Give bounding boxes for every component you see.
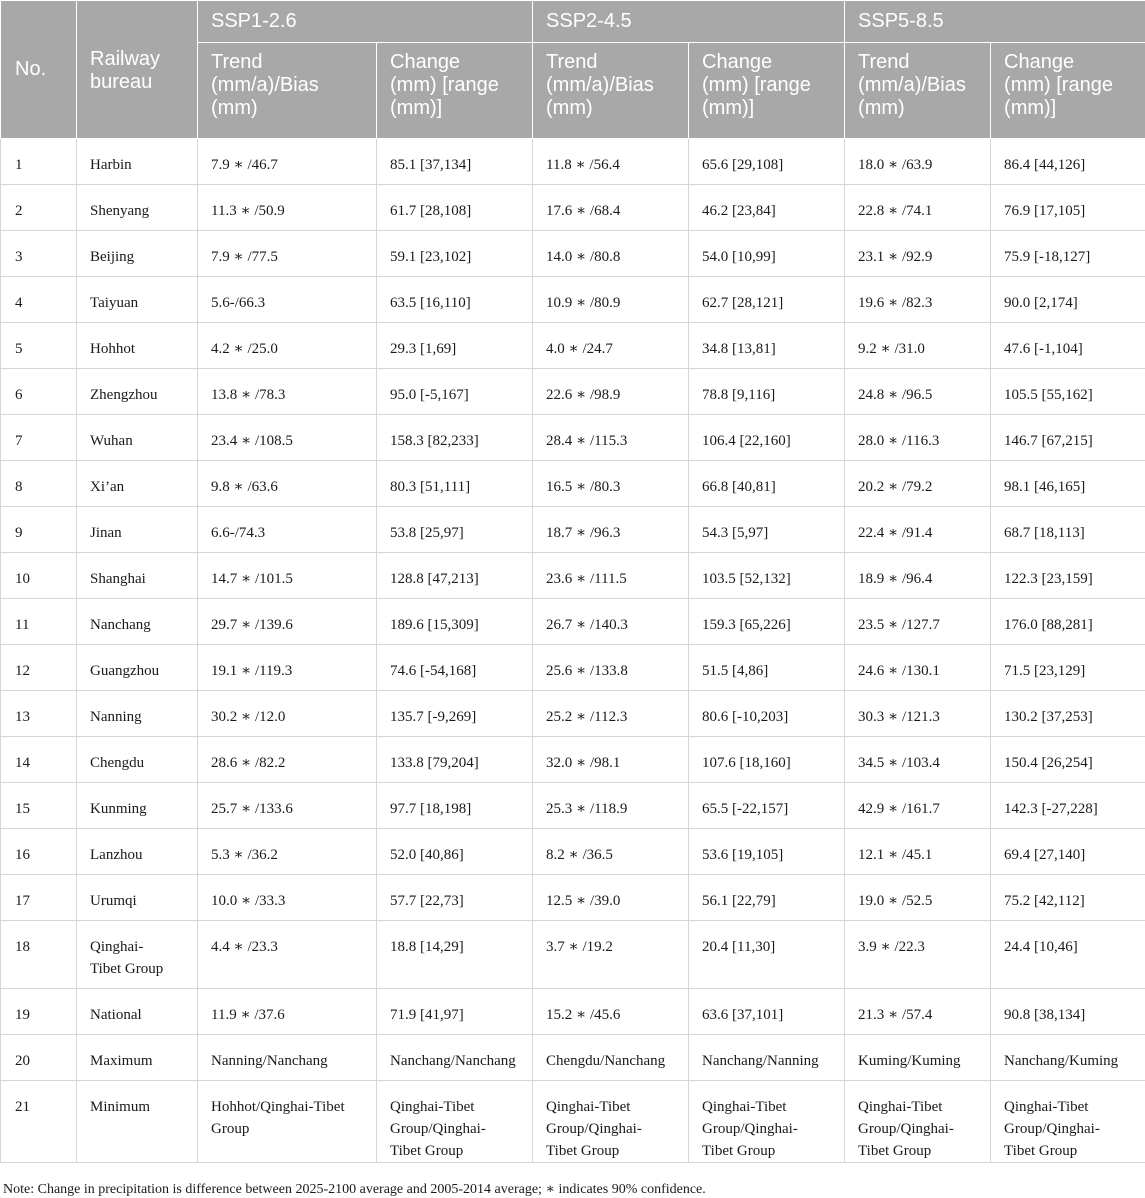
- header-bureau-line2: bureau: [90, 71, 152, 93]
- bureau-cell: Maximum: [77, 1035, 198, 1081]
- change-ssp585-cell: 98.1 [46,165]: [991, 461, 1145, 507]
- change-ssp126-cell: 135.7 [-9,269]: [377, 691, 533, 737]
- bureau-cell: Shenyang: [77, 185, 198, 231]
- bureau-cell: Kunming: [77, 783, 198, 829]
- trend-ssp245-cell: 12.5 ∗ /39.0: [533, 875, 689, 921]
- trend-ssp126-cell: Hohhot/Qinghai-Tibet Group: [198, 1081, 377, 1163]
- table-row: [1, 989, 1145, 1035]
- trend-ssp126-cell: 11.9 ∗ /37.6: [198, 989, 377, 1035]
- bureau-cell: Beijing: [77, 231, 198, 277]
- trend-ssp585-cell: 22.8 ∗ /74.1: [845, 185, 991, 231]
- trend-ssp585-cell: 23.5 ∗ /127.7: [845, 599, 991, 645]
- bureau-cell: Shanghai: [77, 553, 198, 599]
- no-cell: 9: [1, 507, 77, 553]
- header-trend-line3: (mm): [211, 97, 258, 119]
- trend-ssp245-cell: 10.9 ∗ /80.9: [533, 277, 689, 323]
- trend-ssp585-cell: 24.8 ∗ /96.5: [845, 369, 991, 415]
- header-change-line2: (mm) [range: [1004, 74, 1113, 96]
- change-ssp585-cell: 90.8 [38,134]: [991, 989, 1145, 1035]
- change-ssp245-cell: 78.8 [9,116]: [689, 369, 845, 415]
- trend-ssp245-cell: 4.0 ∗ /24.7: [533, 323, 689, 369]
- change-ssp245-cell: 65.5 [-22,157]: [689, 783, 845, 829]
- no-cell: 20: [1, 1035, 77, 1081]
- table-row: [1, 829, 1145, 875]
- trend-ssp126-cell: 10.0 ∗ /33.3: [198, 875, 377, 921]
- trend-ssp585-cell: 3.9 ∗ /22.3: [845, 921, 991, 989]
- change-ssp126-cell: 74.6 [-54,168]: [377, 645, 533, 691]
- change-ssp585-cell: 71.5 [23,129]: [991, 645, 1145, 691]
- header-trend-line2: (mm/a)/Bias: [211, 74, 319, 96]
- no-cell: 10: [1, 553, 77, 599]
- table-row: [1, 1035, 1145, 1081]
- trend-ssp245-cell: 17.6 ∗ /68.4: [533, 185, 689, 231]
- table-row: [1, 461, 1145, 507]
- bureau-cell: Lanzhou: [77, 829, 198, 875]
- no-cell: 11: [1, 599, 77, 645]
- trend-ssp585-cell: 22.4 ∗ /91.4: [845, 507, 991, 553]
- header-trend-ssp126: [198, 43, 377, 139]
- change-ssp585-cell: 130.2 [37,253]: [991, 691, 1145, 737]
- table-row: [1, 553, 1145, 599]
- trend-ssp585-cell: 23.1 ∗ /92.9: [845, 231, 991, 277]
- trend-ssp245-cell: 25.3 ∗ /118.9: [533, 783, 689, 829]
- bureau-cell: Minimum: [77, 1081, 198, 1163]
- trend-ssp585-cell: 18.0 ∗ /63.9: [845, 139, 991, 185]
- change-ssp245-cell: Qinghai-Tibet Group/Qinghai- Tibet Group: [689, 1081, 845, 1163]
- change-ssp126-cell: 53.8 [25,97]: [377, 507, 533, 553]
- header-scenario-ssp585: SSP5-8.5: [845, 1, 1145, 43]
- trend-ssp245-cell: 23.6 ∗ /111.5: [533, 553, 689, 599]
- change-ssp245-cell: 63.6 [37,101]: [689, 989, 845, 1035]
- change-ssp126-cell: 18.8 [14,29]: [377, 921, 533, 989]
- trend-ssp126-cell: 19.1 ∗ /119.3: [198, 645, 377, 691]
- header-trend-line3: (mm): [546, 97, 593, 119]
- change-ssp126-cell: 80.3 [51,111]: [377, 461, 533, 507]
- change-ssp245-cell: 54.3 [5,97]: [689, 507, 845, 553]
- change-ssp245-cell: 65.6 [29,108]: [689, 139, 845, 185]
- header-trend-ssp585: [845, 43, 991, 139]
- no-cell: 6: [1, 369, 77, 415]
- trend-ssp126-cell: 23.4 ∗ /108.5: [198, 415, 377, 461]
- trend-ssp585-cell: Qinghai-Tibet Group/Qinghai- Tibet Group: [845, 1081, 991, 1163]
- trend-ssp126-cell: 25.7 ∗ /133.6: [198, 783, 377, 829]
- change-ssp126-cell: 133.8 [79,204]: [377, 737, 533, 783]
- change-ssp126-cell: Nanchang/Nanchang: [377, 1035, 533, 1081]
- trend-ssp585-cell: 9.2 ∗ /31.0: [845, 323, 991, 369]
- change-ssp585-cell: 86.4 [44,126]: [991, 139, 1145, 185]
- table-row: [1, 185, 1145, 231]
- change-ssp585-cell: 75.2 [42,112]: [991, 875, 1145, 921]
- no-cell: 5: [1, 323, 77, 369]
- table-row: [1, 139, 1145, 185]
- change-ssp585-cell: Qinghai-Tibet Group/Qinghai- Tibet Group: [991, 1081, 1145, 1163]
- header-change-ssp245: [689, 43, 845, 139]
- change-ssp126-cell: 57.7 [22,73]: [377, 875, 533, 921]
- table-row: [1, 323, 1145, 369]
- change-ssp585-cell: 176.0 [88,281]: [991, 599, 1145, 645]
- trend-ssp126-cell: 6.6-/74.3: [198, 507, 377, 553]
- no-cell: 15: [1, 783, 77, 829]
- trend-ssp126-cell: 7.9 ∗ /77.5: [198, 231, 377, 277]
- trend-ssp245-cell: 25.2 ∗ /112.3: [533, 691, 689, 737]
- change-ssp245-cell: 20.4 [11,30]: [689, 921, 845, 989]
- change-ssp585-cell: 76.9 [17,105]: [991, 185, 1145, 231]
- trend-ssp585-cell: 30.3 ∗ /121.3: [845, 691, 991, 737]
- change-ssp585-cell: 150.4 [26,254]: [991, 737, 1145, 783]
- no-cell: 7: [1, 415, 77, 461]
- trend-ssp126-cell: 4.2 ∗ /25.0: [198, 323, 377, 369]
- bureau-cell: Nanning: [77, 691, 198, 737]
- change-ssp245-cell: 107.6 [18,160]: [689, 737, 845, 783]
- trend-ssp126-cell: 28.6 ∗ /82.2: [198, 737, 377, 783]
- trend-ssp585-cell: 21.3 ∗ /57.4: [845, 989, 991, 1035]
- no-cell: 2: [1, 185, 77, 231]
- trend-ssp126-cell: 30.2 ∗ /12.0: [198, 691, 377, 737]
- change-ssp126-cell: 59.1 [23,102]: [377, 231, 533, 277]
- change-ssp245-cell: 46.2 [23,84]: [689, 185, 845, 231]
- table-row: [1, 691, 1145, 737]
- change-ssp126-cell: 95.0 [-5,167]: [377, 369, 533, 415]
- header-change-ssp585: [991, 43, 1145, 139]
- change-ssp245-cell: 56.1 [22,79]: [689, 875, 845, 921]
- trend-ssp126-cell: 5.3 ∗ /36.2: [198, 829, 377, 875]
- bureau-cell: Urumqi: [77, 875, 198, 921]
- trend-ssp126-cell: 14.7 ∗ /101.5: [198, 553, 377, 599]
- trend-ssp126-cell: 11.3 ∗ /50.9: [198, 185, 377, 231]
- table-row: [1, 507, 1145, 553]
- change-ssp585-cell: Nanchang/Kuming: [991, 1035, 1145, 1081]
- table-row: [1, 1081, 1145, 1163]
- no-cell: 3: [1, 231, 77, 277]
- table-note: Note: Change in precipitation is difference between 2025-2100 average and 2005-2014 average; ∗ indicates 90% confidence.: [3, 1181, 706, 1198]
- change-ssp585-cell: 90.0 [2,174]: [991, 277, 1145, 323]
- table-row: [1, 599, 1145, 645]
- change-ssp126-cell: 52.0 [40,86]: [377, 829, 533, 875]
- change-ssp585-cell: 69.4 [27,140]: [991, 829, 1145, 875]
- bureau-cell: Xi’an: [77, 461, 198, 507]
- no-cell: 17: [1, 875, 77, 921]
- header-trend-line1: Trend: [211, 51, 263, 73]
- change-ssp126-cell: 63.5 [16,110]: [377, 277, 533, 323]
- trend-ssp126-cell: 9.8 ∗ /63.6: [198, 461, 377, 507]
- no-cell: 16: [1, 829, 77, 875]
- change-ssp126-cell: 71.9 [41,97]: [377, 989, 533, 1035]
- change-ssp126-cell: 189.6 [15,309]: [377, 599, 533, 645]
- change-ssp245-cell: 103.5 [52,132]: [689, 553, 845, 599]
- bureau-cell: Jinan: [77, 507, 198, 553]
- trend-ssp585-cell: Kuming/Kuming: [845, 1035, 991, 1081]
- bureau-cell: National: [77, 989, 198, 1035]
- trend-ssp126-cell: Nanning/Nanchang: [198, 1035, 377, 1081]
- change-ssp585-cell: 142.3 [-27,228]: [991, 783, 1145, 829]
- header-change-line3: (mm)]: [390, 97, 442, 119]
- trend-ssp245-cell: 25.6 ∗ /133.8: [533, 645, 689, 691]
- change-ssp585-cell: 24.4 [10,46]: [991, 921, 1145, 989]
- header-change-line3: (mm)]: [702, 97, 754, 119]
- no-cell: 1: [1, 139, 77, 185]
- trend-ssp245-cell: 3.7 ∗ /19.2: [533, 921, 689, 989]
- bureau-cell: Zhengzhou: [77, 369, 198, 415]
- trend-ssp245-cell: 15.2 ∗ /45.6: [533, 989, 689, 1035]
- change-ssp585-cell: 122.3 [23,159]: [991, 553, 1145, 599]
- change-ssp245-cell: 106.4 [22,160]: [689, 415, 845, 461]
- trend-ssp245-cell: 16.5 ∗ /80.3: [533, 461, 689, 507]
- change-ssp245-cell: 54.0 [10,99]: [689, 231, 845, 277]
- no-cell: 12: [1, 645, 77, 691]
- header-trend-line1: Trend: [858, 51, 910, 73]
- table-row: [1, 415, 1145, 461]
- change-ssp245-cell: Nanchang/Nanning: [689, 1035, 845, 1081]
- change-ssp585-cell: 146.7 [67,215]: [991, 415, 1145, 461]
- header-change-line1: Change: [390, 51, 460, 73]
- no-cell: 13: [1, 691, 77, 737]
- no-cell: 4: [1, 277, 77, 323]
- table-row: [1, 783, 1145, 829]
- trend-ssp245-cell: 22.6 ∗ /98.9: [533, 369, 689, 415]
- table-row: [1, 277, 1145, 323]
- header-trend-ssp245: [533, 43, 689, 139]
- trend-ssp126-cell: 13.8 ∗ /78.3: [198, 369, 377, 415]
- bureau-cell: Guangzhou: [77, 645, 198, 691]
- change-ssp126-cell: Qinghai-Tibet Group/Qinghai- Tibet Group: [377, 1081, 533, 1163]
- trend-ssp245-cell: 28.4 ∗ /115.3: [533, 415, 689, 461]
- trend-ssp585-cell: 34.5 ∗ /103.4: [845, 737, 991, 783]
- change-ssp585-cell: 75.9 [-18,127]: [991, 231, 1145, 277]
- trend-ssp585-cell: 28.0 ∗ /116.3: [845, 415, 991, 461]
- trend-ssp245-cell: Chengdu/Nanchang: [533, 1035, 689, 1081]
- change-ssp245-cell: 80.6 [-10,203]: [689, 691, 845, 737]
- header-change-line2: (mm) [range: [702, 74, 811, 96]
- table-row: [1, 231, 1145, 277]
- table-row: [1, 875, 1145, 921]
- change-ssp585-cell: 68.7 [18,113]: [991, 507, 1145, 553]
- change-ssp126-cell: 128.8 [47,213]: [377, 553, 533, 599]
- trend-ssp126-cell: 5.6-/66.3: [198, 277, 377, 323]
- change-ssp126-cell: 97.7 [18,198]: [377, 783, 533, 829]
- bureau-cell: Harbin: [77, 139, 198, 185]
- trend-ssp585-cell: 12.1 ∗ /45.1: [845, 829, 991, 875]
- change-ssp585-cell: 47.6 [-1,104]: [991, 323, 1145, 369]
- table-row: [1, 921, 1145, 989]
- change-ssp245-cell: 34.8 [13,81]: [689, 323, 845, 369]
- header-trend-line2: (mm/a)/Bias: [546, 74, 654, 96]
- header-scenario-ssp126: SSP1-2.6: [198, 1, 533, 43]
- change-ssp126-cell: 29.3 [1,69]: [377, 323, 533, 369]
- trend-ssp126-cell: 7.9 ∗ /46.7: [198, 139, 377, 185]
- change-ssp245-cell: 62.7 [28,121]: [689, 277, 845, 323]
- header-trend-line3: (mm): [858, 97, 905, 119]
- no-cell: 19: [1, 989, 77, 1035]
- bureau-cell: Wuhan: [77, 415, 198, 461]
- trend-ssp245-cell: 18.7 ∗ /96.3: [533, 507, 689, 553]
- table-row: [1, 369, 1145, 415]
- change-ssp245-cell: 53.6 [19,105]: [689, 829, 845, 875]
- trend-ssp585-cell: 19.0 ∗ /52.5: [845, 875, 991, 921]
- bureau-cell: Hohhot: [77, 323, 198, 369]
- table-body: [1, 139, 1145, 1163]
- trend-ssp585-cell: 24.6 ∗ /130.1: [845, 645, 991, 691]
- header-railway-bureau: [77, 1, 198, 139]
- trend-ssp126-cell: 29.7 ∗ /139.6: [198, 599, 377, 645]
- table-row: [1, 737, 1145, 783]
- header-change-line1: Change: [1004, 51, 1074, 73]
- header-change-line3: (mm)]: [1004, 97, 1056, 119]
- header-change-line1: Change: [702, 51, 772, 73]
- trend-ssp245-cell: Qinghai-Tibet Group/Qinghai- Tibet Group: [533, 1081, 689, 1163]
- header-trend-line1: Trend: [546, 51, 598, 73]
- no-cell: 21: [1, 1081, 77, 1163]
- trend-ssp585-cell: 20.2 ∗ /79.2: [845, 461, 991, 507]
- bureau-cell: Qinghai- Tibet Group: [77, 921, 198, 989]
- trend-ssp585-cell: 42.9 ∗ /161.7: [845, 783, 991, 829]
- trend-ssp585-cell: 19.6 ∗ /82.3: [845, 277, 991, 323]
- trend-ssp245-cell: 8.2 ∗ /36.5: [533, 829, 689, 875]
- trend-ssp245-cell: 26.7 ∗ /140.3: [533, 599, 689, 645]
- trend-ssp126-cell: 4.4 ∗ /23.3: [198, 921, 377, 989]
- header-trend-line2: (mm/a)/Bias: [858, 74, 966, 96]
- bureau-cell: Taiyuan: [77, 277, 198, 323]
- no-cell: 8: [1, 461, 77, 507]
- trend-ssp245-cell: 11.8 ∗ /56.4: [533, 139, 689, 185]
- header-change-ssp126: [377, 43, 533, 139]
- trend-ssp245-cell: 32.0 ∗ /98.1: [533, 737, 689, 783]
- header-change-line2: (mm) [range: [390, 74, 499, 96]
- bureau-cell: Nanchang: [77, 599, 198, 645]
- change-ssp126-cell: 85.1 [37,134]: [377, 139, 533, 185]
- header-scenario-ssp245: SSP2-4.5: [533, 1, 845, 43]
- change-ssp245-cell: 159.3 [65,226]: [689, 599, 845, 645]
- change-ssp585-cell: 105.5 [55,162]: [991, 369, 1145, 415]
- table-row: [1, 645, 1145, 691]
- trend-ssp245-cell: 14.0 ∗ /80.8: [533, 231, 689, 277]
- change-ssp126-cell: 158.3 [82,233]: [377, 415, 533, 461]
- change-ssp245-cell: 66.8 [40,81]: [689, 461, 845, 507]
- no-cell: 14: [1, 737, 77, 783]
- bureau-cell: Chengdu: [77, 737, 198, 783]
- header-no: No.: [1, 1, 77, 139]
- header-bureau-line1: Railway: [90, 48, 160, 70]
- trend-ssp585-cell: 18.9 ∗ /96.4: [845, 553, 991, 599]
- change-ssp245-cell: 51.5 [4,86]: [689, 645, 845, 691]
- change-ssp126-cell: 61.7 [28,108]: [377, 185, 533, 231]
- no-cell: 18: [1, 921, 77, 989]
